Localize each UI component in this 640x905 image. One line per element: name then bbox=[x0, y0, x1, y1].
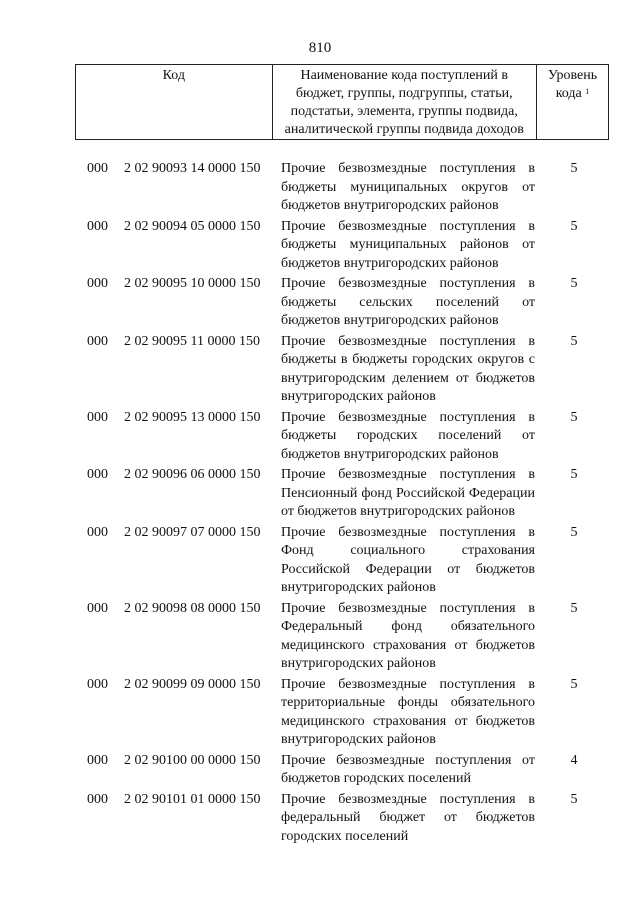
row-level: 4 bbox=[570, 752, 578, 768]
table-row bbox=[0, 275, 640, 331]
row-name: Прочие безвозмездные поступления в бюджеты в бюджеты городских округов с внутригородским делением от бюджетов внутригородских районов bbox=[281, 333, 535, 404]
table-row bbox=[0, 676, 640, 750]
footnote-marker: 1 bbox=[585, 87, 590, 96]
header-level-label: Уровень кода bbox=[547, 68, 598, 101]
row-name: Прочие безвозмездные поступления в бюджеты городских поселений от бюджетов внутригородских районов bbox=[281, 409, 535, 462]
row-code: 2 02 90097 07 0000 150 bbox=[124, 524, 261, 540]
row-prefix: 000 bbox=[87, 218, 108, 234]
row-name: Прочие безвозмездные поступления в федеральный бюджет от бюджетов городских поселений bbox=[281, 791, 535, 844]
row-prefix: 000 bbox=[87, 276, 108, 291]
row-code: 2 02 90099 09 0000 150 bbox=[124, 676, 261, 692]
table-row bbox=[0, 333, 640, 407]
table-header bbox=[75, 64, 609, 140]
row-name: Прочие безвозмездные поступления в бюджеты муниципальных районов от бюджетов внутригородских районов bbox=[281, 218, 535, 271]
header-name: Наименование кода поступлений в бюджет, группы, подгруппы, статьи, подстатьи, элемента, группы подвида, аналитической группы подвида доходов bbox=[272, 65, 536, 140]
row-level: 5 bbox=[570, 409, 578, 425]
row-name: Прочие безвозмездные поступления в Федеральный фонд обязательного медицинского страхования от бюджетов внутригородских районов bbox=[281, 600, 535, 671]
row-level: 5 bbox=[570, 161, 578, 176]
table-row bbox=[0, 160, 640, 216]
row-prefix: 000 bbox=[87, 409, 108, 425]
row-prefix: 000 bbox=[87, 752, 108, 768]
row-level: 5 bbox=[570, 676, 578, 692]
page-number: 810 bbox=[308, 40, 332, 56]
row-level: 5 bbox=[570, 218, 578, 234]
table-row bbox=[0, 752, 640, 789]
header-code: Код bbox=[76, 65, 273, 140]
row-level: 5 bbox=[570, 524, 578, 540]
row-prefix: 000 bbox=[87, 467, 108, 482]
row-level: 5 bbox=[570, 600, 578, 616]
row-name: Прочие безвозмездные поступления в территориальные фонды обязательного медицинского страхования от бюджетов внутригородских районов bbox=[281, 676, 535, 747]
row-prefix: 000 bbox=[87, 333, 108, 349]
row-code: 2 02 90094 05 0000 150 bbox=[124, 218, 261, 234]
table-body bbox=[0, 160, 640, 848]
row-code: 2 02 90100 00 0000 150 bbox=[124, 752, 261, 768]
row-prefix: 000 bbox=[87, 600, 108, 616]
row-code: 2 02 90101 01 0000 150 bbox=[124, 791, 261, 807]
row-code: 2 02 90095 10 0000 150 bbox=[124, 276, 261, 291]
row-code: 2 02 90096 06 0000 150 bbox=[124, 467, 261, 482]
row-code: 2 02 90098 08 0000 150 bbox=[124, 600, 261, 616]
header-level bbox=[536, 65, 608, 140]
row-level: 5 bbox=[570, 276, 578, 291]
table-row bbox=[0, 600, 640, 674]
row-code: 2 02 90095 11 0000 150 bbox=[124, 333, 260, 349]
table-row bbox=[0, 791, 640, 847]
table-row bbox=[0, 218, 640, 274]
table-row bbox=[0, 524, 640, 598]
row-code: 2 02 90095 13 0000 150 bbox=[124, 409, 261, 425]
table-row bbox=[0, 409, 640, 465]
row-prefix: 000 bbox=[87, 676, 108, 692]
row-prefix: 000 bbox=[87, 524, 108, 540]
row-name: Прочие безвозмездные поступления в бюджеты сельских поселений от бюджетов внутригородских районов bbox=[281, 276, 535, 328]
row-level: 5 bbox=[570, 467, 578, 482]
row-level: 5 bbox=[570, 791, 578, 807]
row-name: Прочие безвозмездные поступления в бюджеты муниципальных округов от бюджетов внутригородских районов bbox=[281, 161, 535, 213]
row-prefix: 000 bbox=[87, 791, 108, 807]
row-name: Прочие безвозмездные поступления в Фонд социального страхования Российской Федерации от бюджетов внутригородских районов bbox=[281, 524, 535, 595]
row-code: 2 02 90093 14 0000 150 bbox=[124, 161, 261, 176]
row-name: Прочие безвозмездные поступления от бюджетов городских поселений bbox=[281, 752, 535, 786]
row-level: 5 bbox=[570, 333, 578, 349]
row-prefix: 000 bbox=[87, 161, 108, 176]
table-row bbox=[0, 466, 640, 522]
row-name: Прочие безвозмездные поступления в Пенсионный фонд Российской Федерации от бюджетов внутригородских районов bbox=[281, 467, 535, 519]
